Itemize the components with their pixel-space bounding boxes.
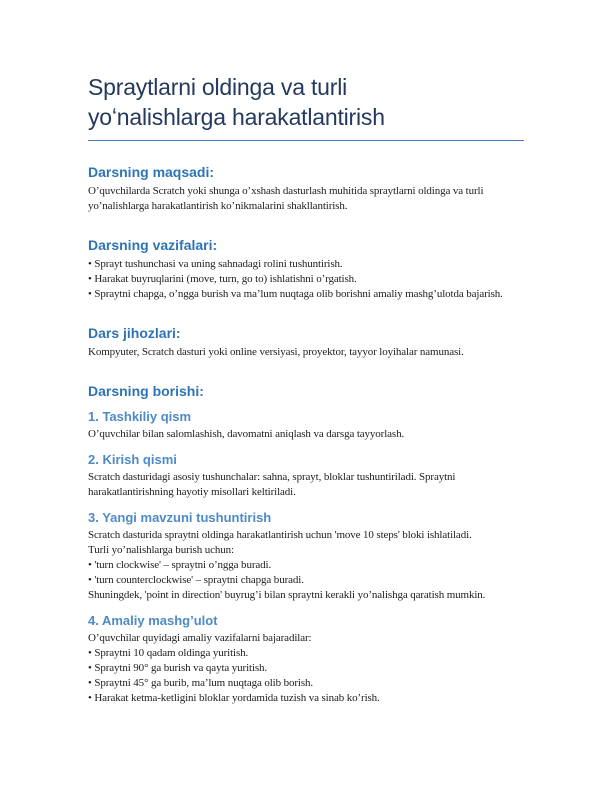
- text-line: Kompyuter, Scratch dasturi yoki online versiyasi, proyektor, tayyor loyihalar namunasi.: [88, 346, 464, 358]
- section-heading: Dars jihozlari:: [88, 325, 181, 341]
- bullet-line: • Spraytni 10 qadam oldinga yuritish.: [88, 647, 249, 659]
- bullet-line: • Spraytni 90° ga burish va qayta yuritish.: [88, 662, 268, 674]
- text-line: yo’nalishlarga harakatlantirish ko’nikmalarini shakllantirish.: [88, 200, 348, 212]
- document-title-line: Spraytlarni oldinga va turli: [88, 74, 348, 100]
- text-line: Scratch dasturida spraytni oldinga harakatlantirish uchun 'move 10 steps' bloki ishlatiladi.: [88, 529, 472, 541]
- section: [88, 614, 524, 706]
- section-heading: 1. Tashkiliy qism: [88, 409, 192, 424]
- document-title-line: yoʻnalishlarga harakatlantirish: [88, 104, 385, 130]
- bullet-line: • 'turn counterclockwise' – spraytni chapga buradi.: [88, 574, 304, 586]
- section-paragraph: [88, 427, 524, 442]
- bullet-line: • Spraytni chapga, o’ngga burish va ma’lum nuqtaga olib borishni amaliy mashg’ulotda bajarish.: [88, 288, 503, 300]
- section-paragraph: [88, 631, 524, 706]
- section-heading: 3. Yangi mavzuni tushuntirish: [88, 510, 272, 525]
- section: [88, 410, 524, 442]
- section-heading: 2. Kirish qismi: [88, 452, 177, 467]
- section-paragraph: [88, 528, 524, 603]
- text-line: Scratch dasturidagi asosiy tushunchalar: sahna, sprayt, bloklar tushuntiriladi. Spraytni: [88, 471, 456, 483]
- section-heading: Darsning maqsadi:: [88, 164, 215, 180]
- document-title: [88, 72, 524, 141]
- section: [88, 326, 524, 360]
- document-body: [88, 165, 524, 706]
- bullet-line: • Harakat buyruqlarini (move, turn, go to) ishlatishni o’rgatish.: [88, 273, 357, 285]
- section-paragraph: [88, 257, 524, 302]
- bullet-line: • Harakat ketma-ketligini bloklar yordamida tuzish va sinab ko’rish.: [88, 692, 380, 704]
- text-line: Turli yo’nalishlarga burish uchun:: [88, 544, 234, 556]
- section-heading: 4. Amaliy mashg’ulot: [88, 613, 218, 628]
- text-line: Shuningdek, 'point in direction' buyrug’i bilan spraytni kerakli yo’nalishga qaratish mumkin.: [88, 589, 486, 601]
- section-paragraph: [88, 184, 524, 214]
- section: [88, 511, 524, 603]
- bullet-line: • Spraytni 45° ga burib, ma’lum nuqtaga olib borish.: [88, 677, 314, 689]
- text-line: O’quvchilar bilan salomlashish, davomatni aniqlash va darsga tayyorlash.: [88, 428, 405, 440]
- text-line: O’quvchilar quyidagi amaliy vazifalarni bajaradilar:: [88, 632, 312, 644]
- section: [88, 165, 524, 214]
- text-line: O’quvchilarda Scratch yoki shunga o’xshash dasturlash muhitida spraytlarni oldinga va turli: [88, 185, 484, 197]
- bullet-line: • 'turn clockwise' – spraytni o’ngga buradi.: [88, 559, 272, 571]
- section: [88, 384, 524, 399]
- section: [88, 238, 524, 302]
- section-heading: Darsning vazifalari:: [88, 237, 218, 253]
- section: [88, 453, 524, 500]
- section-heading: Darsning borishi:: [88, 383, 204, 399]
- section-paragraph: [88, 470, 524, 500]
- text-line: harakatlantirishning hayotiy misollari keltiriladi.: [88, 486, 296, 498]
- section-paragraph: [88, 345, 524, 360]
- bullet-line: • Sprayt tushunchasi va uning sahnadagi rolini tushuntirish.: [88, 258, 343, 270]
